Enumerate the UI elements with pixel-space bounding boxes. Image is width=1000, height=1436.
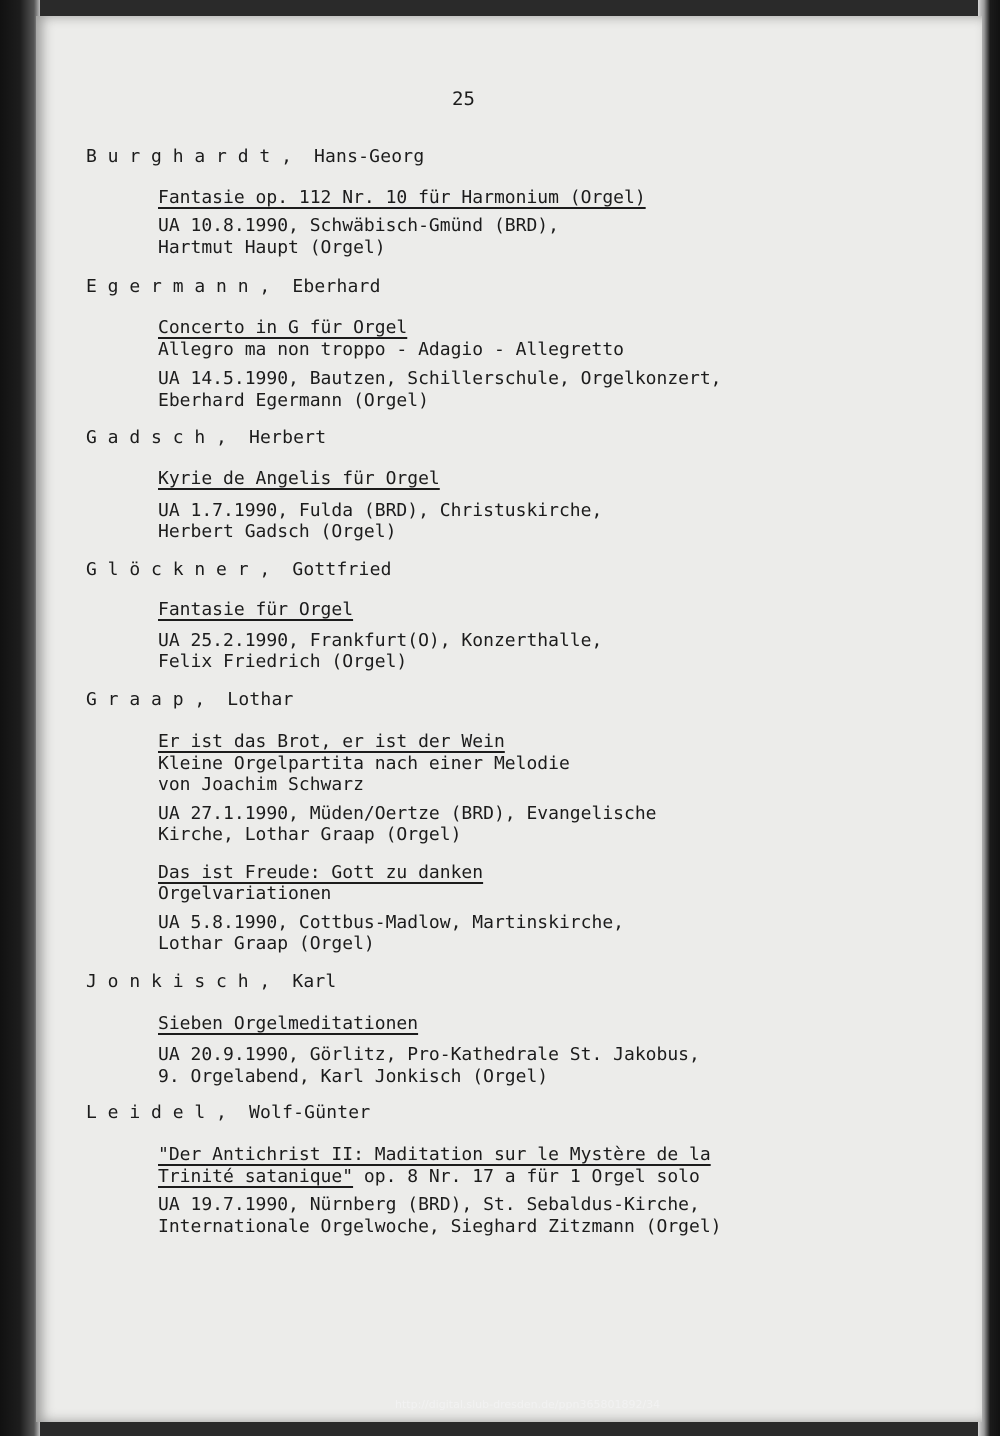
composer-surname: L e i d e l , <box>86 1102 227 1123</box>
scan-left-edge <box>0 0 40 1436</box>
work-title: Fantasie für Orgel <box>158 599 354 620</box>
composer-surname: G l ö c k n e r , <box>86 559 271 580</box>
work-title: "Der Antichrist II: Maditation sur le Mystère de la <box>158 1144 711 1165</box>
composer-surname: B u r g h a r d t , <box>86 146 292 167</box>
work-title: Concerto in G für Orgel <box>158 317 408 338</box>
page-number: 25 <box>452 88 475 110</box>
source-url[interactable]: http://digital.slub-dresden.de/ppn365801892/34 <box>395 1398 661 1411</box>
composer-firstname: Wolf-Günter <box>248 1102 371 1123</box>
premiere-line: Felix Friedrich (Orgel) <box>158 651 408 672</box>
composer-firstname: Hans-Georg <box>313 146 425 167</box>
work-title: Kyrie de Angelis für Orgel <box>158 468 440 489</box>
premiere-line: Lothar Graap (Orgel) <box>158 933 375 954</box>
composer-heading-graap <box>86 689 294 710</box>
composer-firstname: Lothar <box>227 689 294 710</box>
premiere-line: 9. Orgelabend, Karl Jonkisch (Orgel) <box>158 1066 549 1087</box>
work-title: Sieben Orgelmeditationen <box>158 1013 419 1034</box>
work-title: Fantasie op. 112 Nr. 10 für Harmonium (Orgel) <box>158 187 646 208</box>
work-title: Das ist Freude: Gott zu danken <box>158 862 484 883</box>
premiere-line: Hartmut Haupt (Orgel) <box>158 237 386 258</box>
composer-heading-leidel <box>86 1102 370 1123</box>
premiere-line: UA 25.2.1990, Frankfurt(O), Konzerthalle, <box>158 630 603 651</box>
premiere-line: UA 1.7.1990, Fulda (BRD), Christuskirche, <box>158 500 603 521</box>
composer-firstname: Gottfried <box>292 559 392 580</box>
premiere-line: UA 14.5.1990, Bautzen, Schillerschule, Orgelkonzert, <box>158 368 722 389</box>
composer-firstname: Eberhard <box>292 276 381 297</box>
work-title-line <box>158 1166 700 1188</box>
premiere-line: UA 10.8.1990, Schwäbisch-Gmünd (BRD), <box>158 215 559 236</box>
work-subtitle: Kleine Orgelpartita nach einer Melodie <box>158 753 570 774</box>
composer-heading-jonkisch <box>86 971 336 992</box>
work-title: Trinité satanique" <box>158 1166 354 1187</box>
composer-surname: G a d s c h , <box>86 427 227 448</box>
work-subtitle: von Joachim Schwarz <box>158 774 364 795</box>
composer-surname: J o n k i s c h , <box>86 971 271 992</box>
premiere-line: UA 5.8.1990, Cottbus-Madlow, Martinskirche, <box>158 912 624 933</box>
premiere-line: UA 27.1.1990, Müden/Oertze (BRD), Evangelische <box>158 803 657 824</box>
composer-heading-burghardt <box>86 146 424 167</box>
composer-surname: G r a a p , <box>86 689 206 710</box>
composer-heading-gloeckner <box>86 559 392 580</box>
composer-heading-egermann <box>86 276 381 297</box>
premiere-line: Kirche, Lothar Graap (Orgel) <box>158 824 462 845</box>
work-subtitle: Allegro ma non troppo - Adagio - Allegretto <box>158 339 624 360</box>
composer-surname: E g e r m a n n , <box>86 276 271 297</box>
composer-firstname: Karl <box>292 971 337 992</box>
premiere-line: UA 19.7.1990, Nürnberg (BRD), St. Sebaldus-Kirche, <box>158 1194 700 1215</box>
premiere-line: Internationale Orgelwoche, Sieghard Zitzmann (Orgel) <box>158 1216 722 1237</box>
premiere-line: UA 20.9.1990, Görlitz, Pro-Kathedrale St. Jakobus, <box>158 1044 700 1065</box>
work-title-suffix: op. 8 Nr. 17 a für 1 Orgel solo <box>353 1166 700 1187</box>
composer-firstname: Herbert <box>248 427 327 448</box>
composer-heading-gadsch <box>86 427 326 448</box>
premiere-line: Eberhard Egermann (Orgel) <box>158 390 429 411</box>
premiere-line: Herbert Gadsch (Orgel) <box>158 521 397 542</box>
work-subtitle: Orgelvariationen <box>158 883 332 904</box>
work-title: Er ist das Brot, er ist der Wein <box>158 731 505 752</box>
